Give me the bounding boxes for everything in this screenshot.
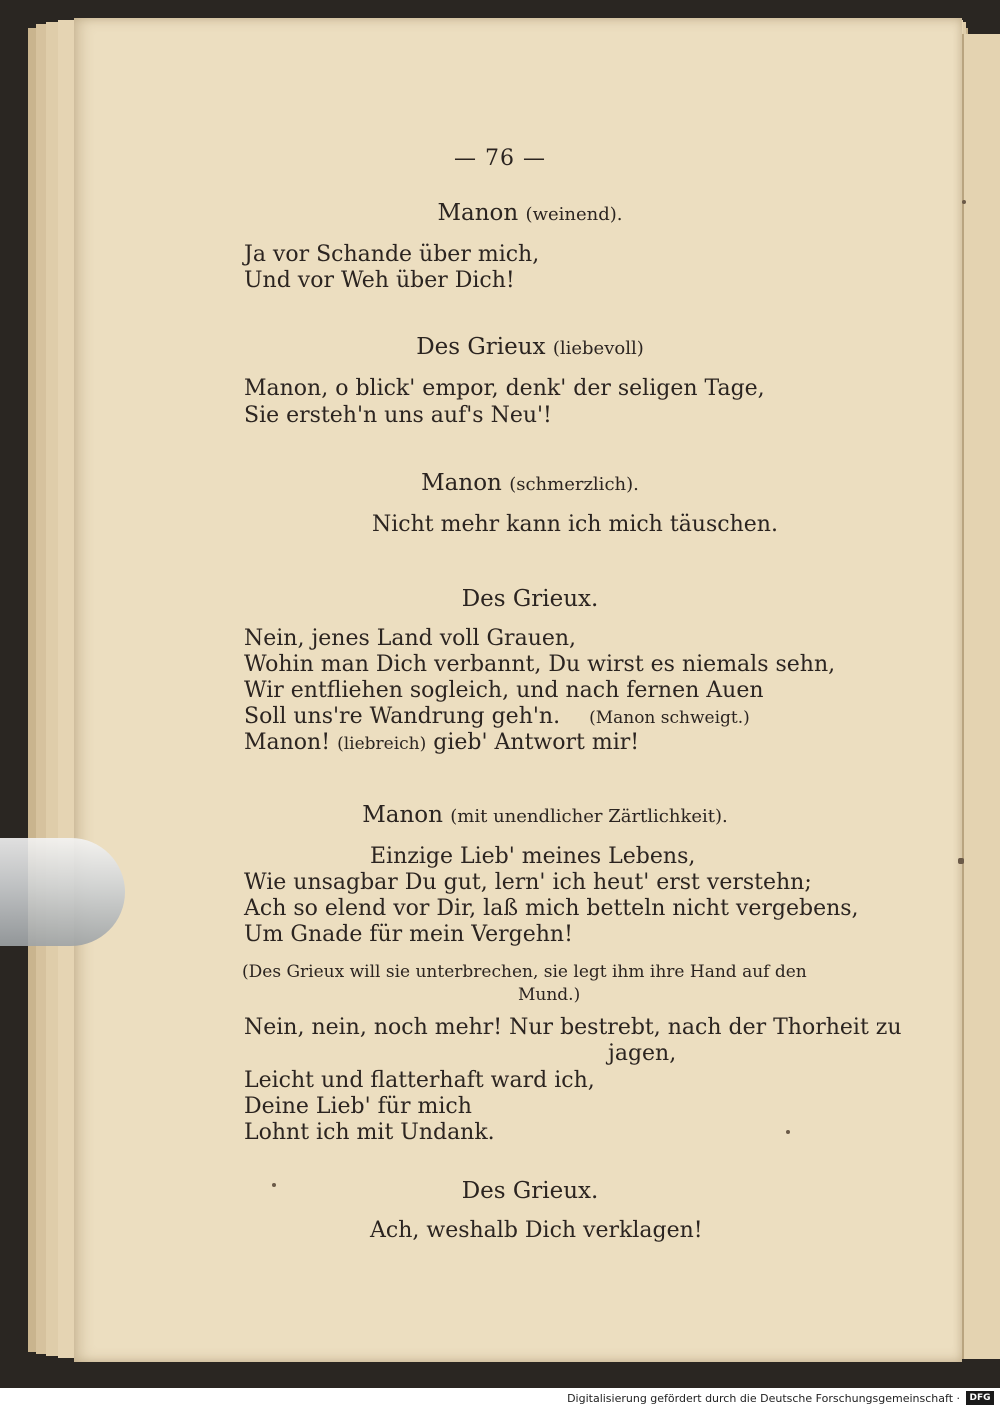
verse-text: gieb' Antwort mir! [433,730,640,755]
stage-direction: Mund.) [518,985,581,1005]
verse-line: Wie unsagbar Du gut, lern' ich heut' erst verstehn; [244,870,812,895]
page-number: — 76 — [454,146,546,171]
stage-direction: (liebevoll) [552,338,644,359]
verse-line: Ach so elend vor Dir, laß mich betteln nicht vergebens, [244,896,859,921]
verse-line: jagen, [608,1041,677,1066]
speaker-name: Manon [362,802,443,828]
speaker-heading [0,334,1000,360]
funding-credit: Digitalisierung gefördert durch die Deutsche Forschungsgemeinschaft · [567,1392,960,1405]
verse-line: Sie ersteh'n uns auf's Neu'! [244,403,552,428]
verse-line [244,704,750,729]
speaker-name: Manon [437,200,519,226]
stage-direction: (mit unendlicher Zärtlichkeit). [450,806,728,827]
stage-direction: (schmerzlich). [509,474,639,495]
paper-speck [786,1130,790,1134]
speaker-heading: Des Grieux. [461,1178,599,1204]
verse-line: Leicht und flatterhaft ward ich, [244,1068,595,1093]
speaker-name: Manon [421,470,502,496]
verse-line: Und vor Weh über Dich! [244,268,515,293]
speaker-heading [0,470,1000,496]
paper-speck [272,1183,276,1187]
speaker-heading: Des Grieux. [461,586,599,612]
verse-line: Manon, o blick' empor, denk' der seligen Tage, [244,376,765,401]
paper-speck [962,200,966,204]
stage-direction: (Manon schweigt.) [589,708,750,728]
speaker-heading [0,802,1000,828]
verse-line: Nicht mehr kann ich mich täuschen. [372,512,778,537]
verse-line: Lohnt ich mit Undank. [244,1120,495,1145]
verse-text: Soll uns're Wandrung geh'n. [244,704,561,729]
stage-direction: (weinend). [525,204,623,225]
verse-line: Nein, jenes Land voll Grauen, [244,626,577,651]
verse-line: Um Gnade für mein Vergehn! [244,922,573,947]
verse-line: Ja vor Schande über mich, [244,242,540,267]
verse-line: Ach, weshalb Dich verklagen! [370,1218,703,1243]
speaker-heading [0,200,1000,226]
facing-page-edge [962,34,1000,1359]
paper-speck [958,858,964,864]
verse-line: Wir entfliehen sogleich, und nach fernen Auen [244,678,764,703]
speaker-name: Des Grieux [416,334,546,360]
verse-line: Einzige Lieb' meines Lebens, [370,844,696,869]
stage-direction: (liebreich) [337,734,427,754]
verse-line [244,730,639,755]
dfg-logo: DFG [966,1391,994,1405]
verse-line: Wohin man Dich verbannt, Du wirst es niemals sehn, [244,652,836,677]
glass-page-weight [0,838,125,946]
verse-line: Deine Lieb' für mich [244,1094,472,1119]
verse-line: Nein, nein, noch mehr! Nur bestrebt, nach der Thorheit zu [244,1015,902,1040]
verse-text: Manon! [244,730,331,755]
stage-direction: (Des Grieux will sie unterbrechen, sie legt ihm ihre Hand auf den [242,962,807,982]
